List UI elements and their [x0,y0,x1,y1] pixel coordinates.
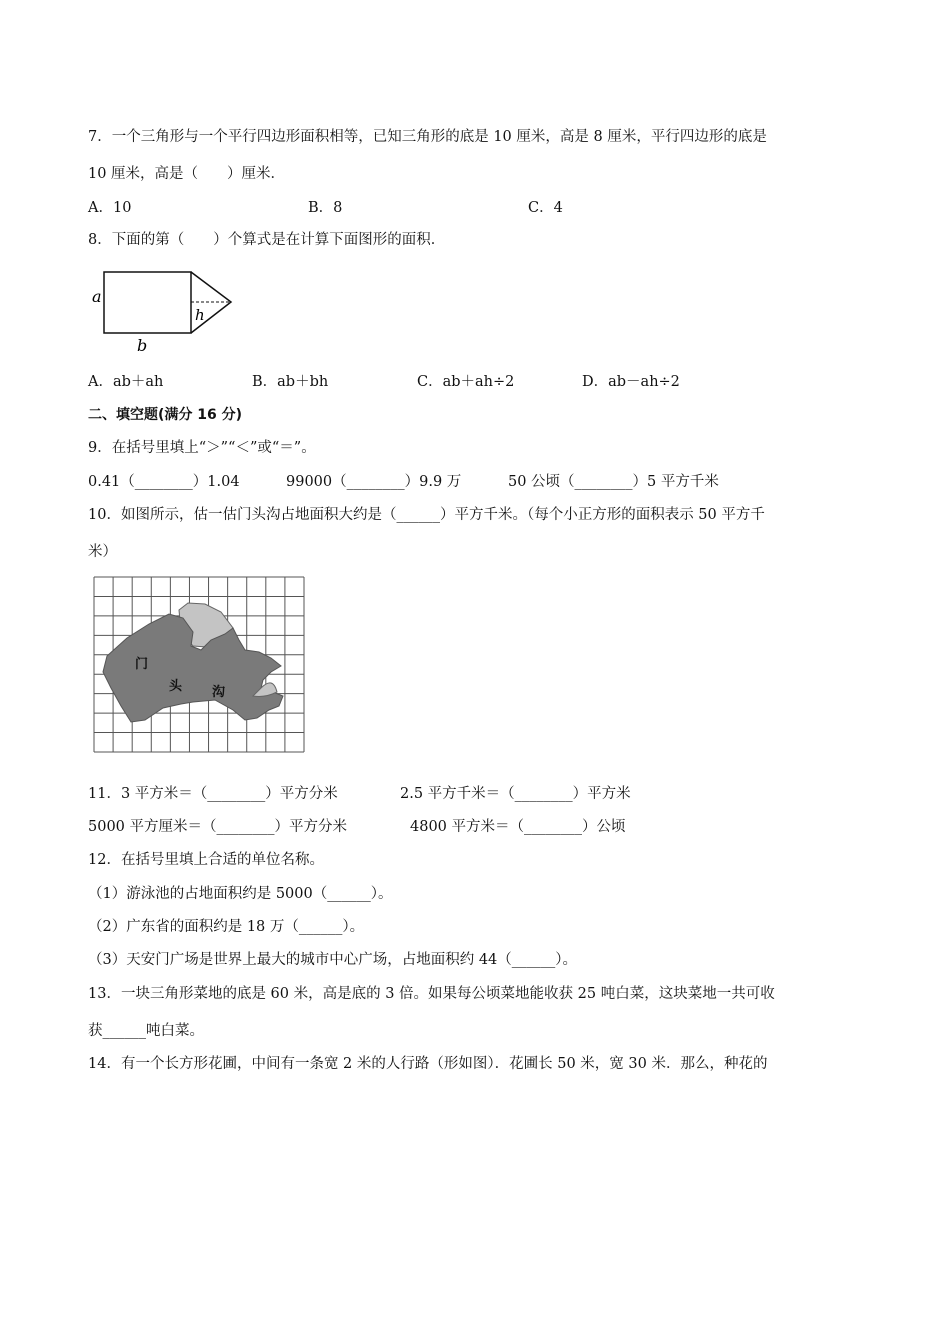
q9-stem: 9．在括号里填上“＞”“＜”或“＝”。 [88,440,316,456]
q7-stem-line1: 7．一个三角形与一个平行四边形面积相等，已知三角形的底是 10 厘米，高是 8 厘米，平行四边形的底是 [88,129,767,145]
q11-item-1: 11．3 平方米＝（________）平方分米 [88,786,338,802]
q7-stem-line2: 10 厘米，高是（ ）厘米． [88,166,286,182]
rectangle-shape [104,272,191,333]
label-b: b [137,336,148,355]
q13-stem-line1: 13．一块三角形菜地的底是 60 米，高是底的 3 倍。如果每公顷菜地能收获 25 吨白菜，这块菜地一共可收 [88,986,775,1002]
q12-item-1: （1）游泳池的占地面积约是 5000（______）。 [88,886,393,902]
q9-item-3: 50 公顷（________）5 平方千米 [508,474,719,490]
q11-item-2: 2.5 平方千米＝（________）平方米 [400,786,631,802]
q9-item-1: 0.41（________）1.04 [88,474,240,490]
q12-item-2: （2）广东省的面积约是 18 万（______）。 [88,919,365,935]
q13-stem-line2: 获______吨白菜。 [88,1023,204,1039]
q11-item-3: 5000 平方厘米＝（________）平方分米 [88,819,348,835]
map-label-men: 门 [135,657,149,672]
q7-option-c: C．4 [528,200,563,216]
q14-stem-line1: 14．有一个长方形花圃，中间有一条宽 2 米的人行路（形如图）．花圃长 50 米，宽 30 米．那么，种花的 [88,1056,768,1072]
map-label-gou: 沟 [212,685,226,700]
q10-map-figure [93,576,305,753]
label-h: h [195,306,205,324]
q8-option-a: A．ab＋ah [88,374,164,390]
q8-figure [86,262,246,358]
q8-option-d: D．ab－ah÷2 [582,374,680,390]
map-label-tou: 头 [169,679,183,694]
section-title: 二、填空题(满分 16 分) [88,407,243,423]
q8-option-b: B．ab＋bh [252,374,329,390]
q8-option-c: C．ab＋ah÷2 [417,374,515,390]
q10-stem-line2: 米） [88,544,117,560]
q12-item-3: （3）天安门广场是世界上最大的城市中心广场，占地面积约 44（______）。 [88,952,578,968]
label-a: a [92,287,102,306]
q9-item-2: 99000（________）9.9 万 [286,474,462,490]
q10-stem-line1: 10．如图所示，估一估门头沟占地面积大约是（______）平方千米。（每个小正方形的面积表示 50 平方千 [88,507,765,523]
q7-option-a: A．10 [88,200,132,216]
q7-option-b: B．8 [308,200,343,216]
q11-item-4: 4800 平方米＝（________）公顷 [410,819,626,835]
q8-stem: 8．下面的第（ ）个算式是在计算下面图形的面积． [88,232,446,248]
q12-stem: 12．在括号里填上合适的单位名称。 [88,852,324,868]
